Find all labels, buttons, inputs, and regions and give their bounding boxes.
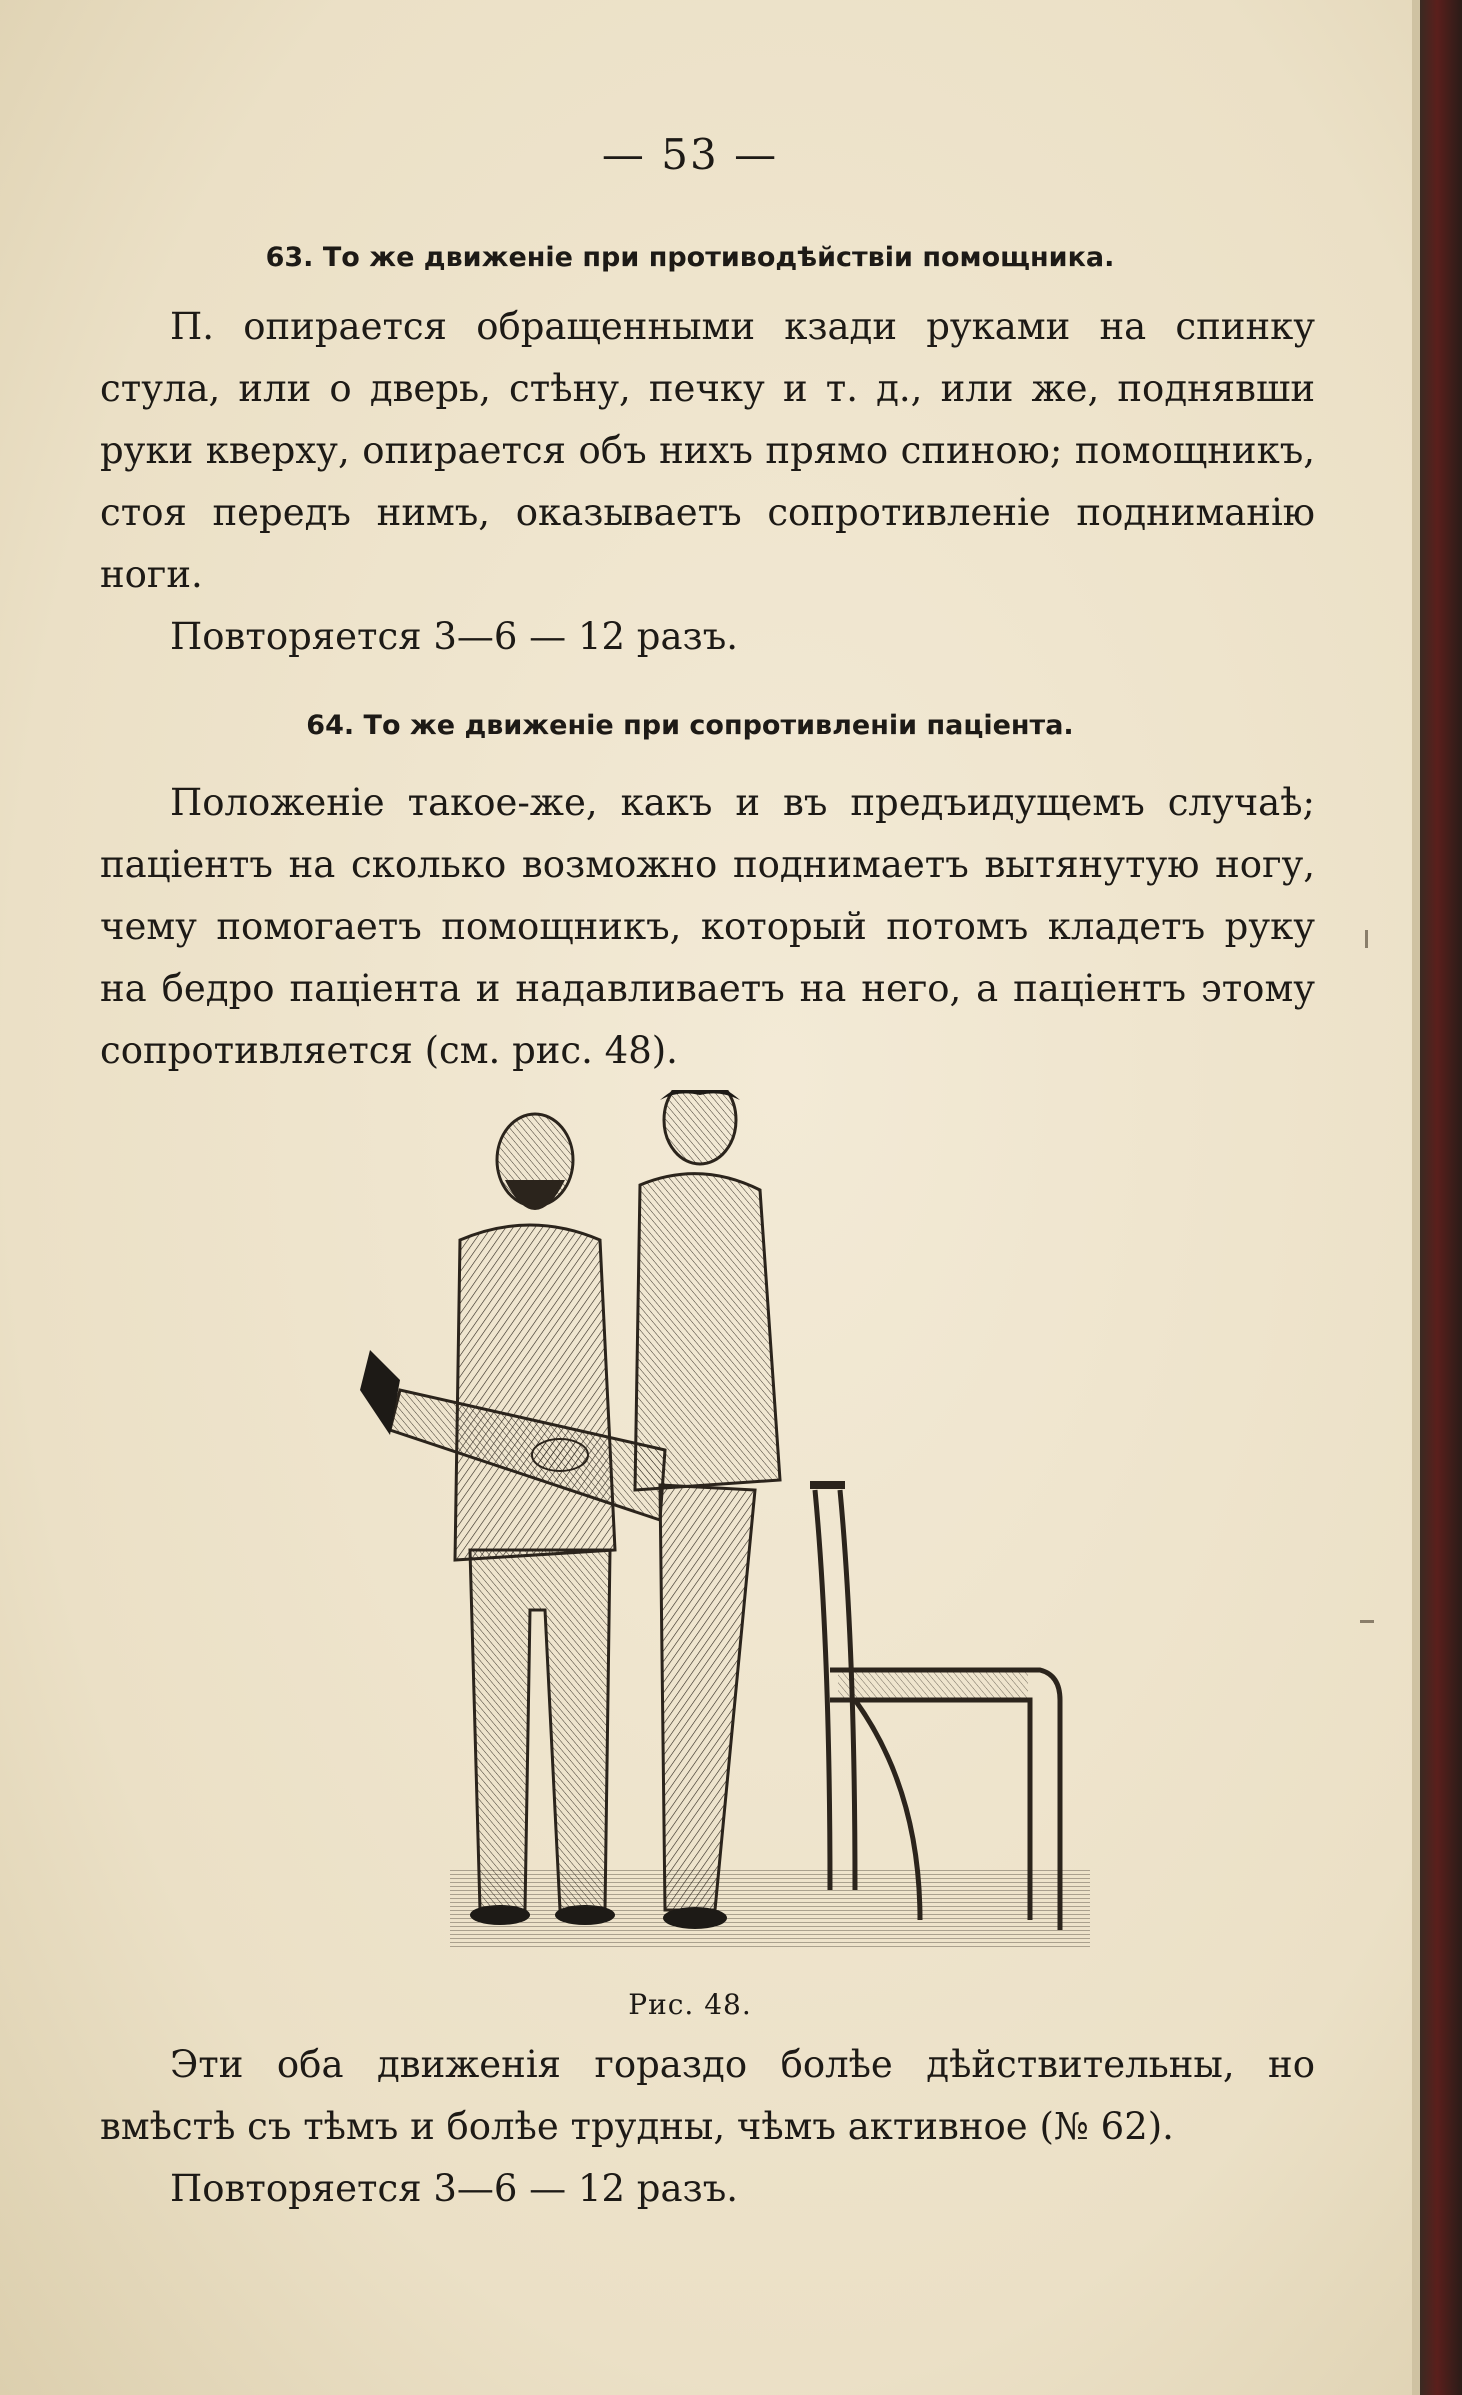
section-64-body: Положеніе такое-же, какъ и въ предъидущемъ случаѣ; паціентъ на сколько возможно поднимаетъ вытянутую ногу, чему помогаетъ помощникъ, который потомъ кладетъ руку на бедро паціента и надавливаетъ на него, а паціентъ этому сопротивляется (см. рис. 48). [100, 781, 1315, 1072]
patient-shoe [663, 1907, 727, 1929]
section-63-body: П. опирается обращенными кзади руками на спинку стула, или о дверь, стѣну, печку и т. д., или же, поднявши руки кверху, опирается объ нихъ прямо спиною; помощникъ, стоя передъ нимъ, оказываетъ сопротивленіе подниманію ноги. [100, 305, 1315, 596]
chair-drawing [810, 1485, 1060, 1930]
patient-standing-leg [660, 1485, 755, 1910]
helper-legs [470, 1550, 610, 1910]
page-number: — 53 — [601, 130, 779, 179]
helper-shoe-right [555, 1905, 615, 1925]
patient-jacket [635, 1174, 780, 1490]
closing-paragraph: Эти оба движенія гораздо болѣе дѣйствительны, но вмѣстѣ съ тѣмъ и болѣе трудны, чѣмъ активное (№ 62). [100, 2043, 1315, 2148]
section-63-heading: 63. То же движеніе при противодѣйствіи помощника. [265, 242, 1115, 273]
engraving-illustration [360, 1090, 1090, 1990]
section-63-repeat: Повторяется 3—6 — 12 разъ. [170, 615, 739, 658]
floor-shading [450, 1870, 1090, 1950]
section-64-repeat: Повторяется 3—6 — 12 разъ. [170, 2167, 739, 2210]
helper-figure [455, 1114, 615, 1925]
page-mark [1360, 1620, 1374, 1623]
helper-hand [532, 1439, 588, 1471]
figure-caption: Рис. 48. [628, 1988, 752, 2021]
helper-beard [505, 1180, 565, 1210]
patient-head [664, 1090, 736, 1164]
page-edge-strip [1412, 0, 1420, 2395]
helper-shoe-left [470, 1905, 530, 1925]
chair-seat-hatch [838, 1672, 1028, 1698]
figure-48-engraving [360, 1090, 1090, 1990]
book-binding-edge [1420, 0, 1462, 2395]
section-64-heading: 64. То же движеніе при сопротивленіи паціента. [306, 710, 1074, 741]
helper-jacket [455, 1225, 615, 1560]
page-mark [1365, 930, 1368, 948]
